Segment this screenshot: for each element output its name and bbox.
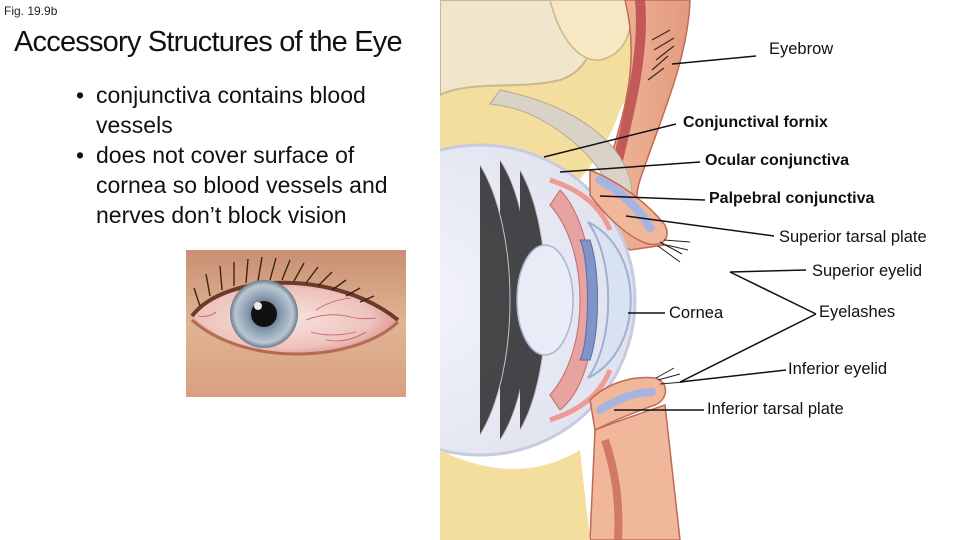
- bullet-list: [74, 80, 424, 230]
- bullet-item: • conjunctiva contains blood vessels: [74, 80, 424, 140]
- label-superior-tarsal-plate: Superior tarsal plate: [779, 228, 927, 246]
- bullet-item: • does not cover surface of cornea so blood vessels and nerves don’t block vision: [74, 140, 424, 230]
- label-cornea: Cornea: [669, 304, 724, 322]
- figure-label: Fig. 19.9b: [4, 4, 58, 18]
- label-eyelashes: Eyelashes: [819, 303, 896, 321]
- label-inferior-tarsal-plate: Inferior tarsal plate: [707, 400, 844, 418]
- label-inferior-eyelid: Inferior eyelid: [788, 360, 888, 378]
- label-eyebrow: Eyebrow: [769, 40, 834, 58]
- bloodshot-eye-photo: [186, 250, 406, 397]
- label-ocular-conjunctiva: Ocular conjunctiva: [705, 152, 850, 169]
- label-palpebral-conjunctiva: Palpebral conjunctiva: [709, 190, 875, 207]
- slide-title: Accessory Structures of the Eye: [14, 26, 402, 58]
- label-conjunctival-fornix: Conjunctival fornix: [683, 114, 828, 131]
- label-superior-eyelid: Superior eyelid: [812, 262, 923, 280]
- lens: [517, 245, 573, 355]
